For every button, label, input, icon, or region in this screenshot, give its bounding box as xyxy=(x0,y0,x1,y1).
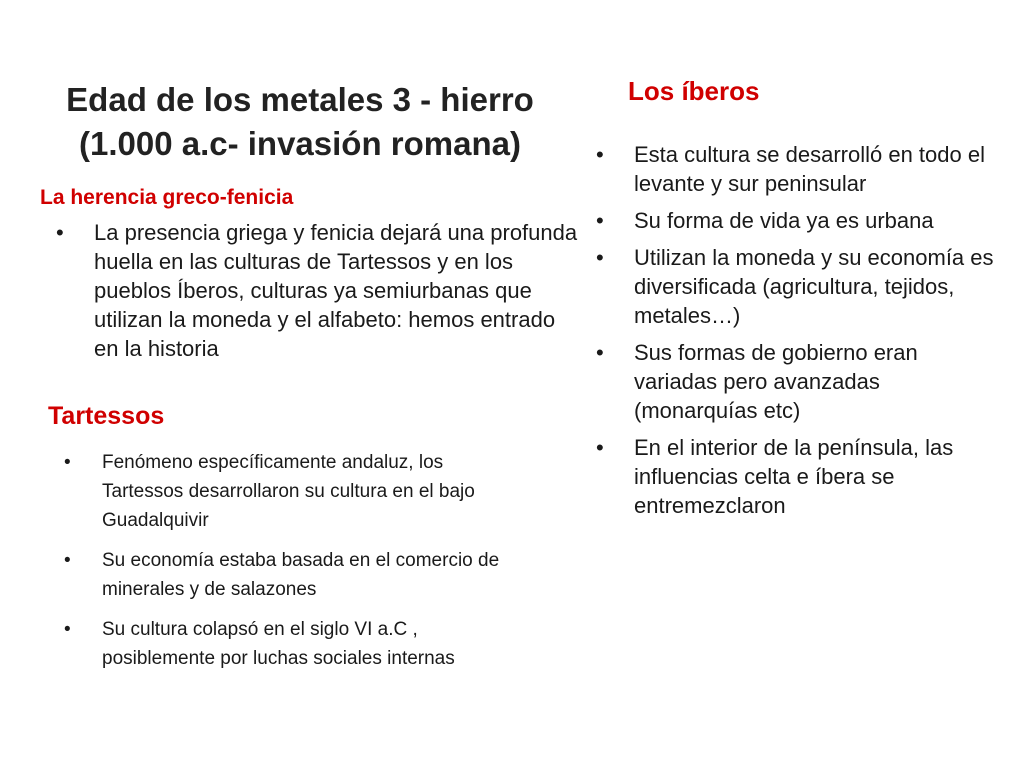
list-item-text: Utilizan la moneda y su economía es diversificada (agricultura, tejidos, metales…) xyxy=(634,245,994,328)
list-item-text: La presencia griega y fenicia dejará una profunda huella en las culturas de Tartessos y en los pueblos Íberos, culturas ya semiurbanas que utilizan la moneda y el alfabeto: hemos entrado en la historia xyxy=(94,220,578,361)
list-item-text: Esta cultura se desarrolló en todo el levante y sur peninsular xyxy=(634,142,985,196)
list-item xyxy=(56,218,582,363)
bullet-icon: • xyxy=(596,340,604,365)
slide-title xyxy=(40,78,560,166)
list-item xyxy=(596,140,996,198)
bullet-icon: • xyxy=(596,208,604,233)
iberos-heading: Los íberos xyxy=(628,76,760,106)
slide-title-line-1: Edad de los metales 3 - hierro xyxy=(66,81,534,119)
list-item-text: Su forma de vida ya es urbana xyxy=(634,208,934,233)
list-item-text: Su economía estaba basada en el comercio de minerales y de salazones xyxy=(102,550,500,600)
bullet-icon: • xyxy=(596,142,604,167)
list-item xyxy=(596,243,996,330)
bullet-icon: • xyxy=(56,220,64,245)
tartessos-bullet-list xyxy=(64,448,524,684)
list-item xyxy=(596,433,996,520)
bullet-icon: • xyxy=(596,245,604,270)
list-item-text: Fenómeno específicamente andaluz, los Tartessos desarrollaron su cultura en el bajo Guadalquivir xyxy=(102,452,475,531)
bullet-icon: • xyxy=(64,550,71,571)
herencia-bullet-list xyxy=(56,218,582,363)
herencia-heading: La herencia greco-fenicia xyxy=(40,186,294,209)
list-item xyxy=(64,448,524,535)
bullet-icon: • xyxy=(596,435,604,460)
list-item-text: En el interior de la península, las influencias celta e íbera se entremezclaron xyxy=(634,435,954,518)
list-item xyxy=(596,338,996,425)
list-item-text: Su cultura colapsó en el siglo VI a.C , posiblemente por luchas sociales internas xyxy=(102,619,455,669)
bullet-icon: • xyxy=(64,452,71,473)
bullet-icon: • xyxy=(64,619,71,640)
list-item-text: Sus formas de gobierno eran variadas pero avanzadas (monarquías etc) xyxy=(634,340,918,423)
iberos-bullet-list xyxy=(596,140,996,528)
list-item xyxy=(64,615,524,673)
slide-title-line-2: (1.000 a.c- invasión romana) xyxy=(78,125,521,163)
list-item xyxy=(596,206,996,235)
tartessos-heading: Tartessos xyxy=(48,402,165,430)
list-item xyxy=(64,546,524,604)
